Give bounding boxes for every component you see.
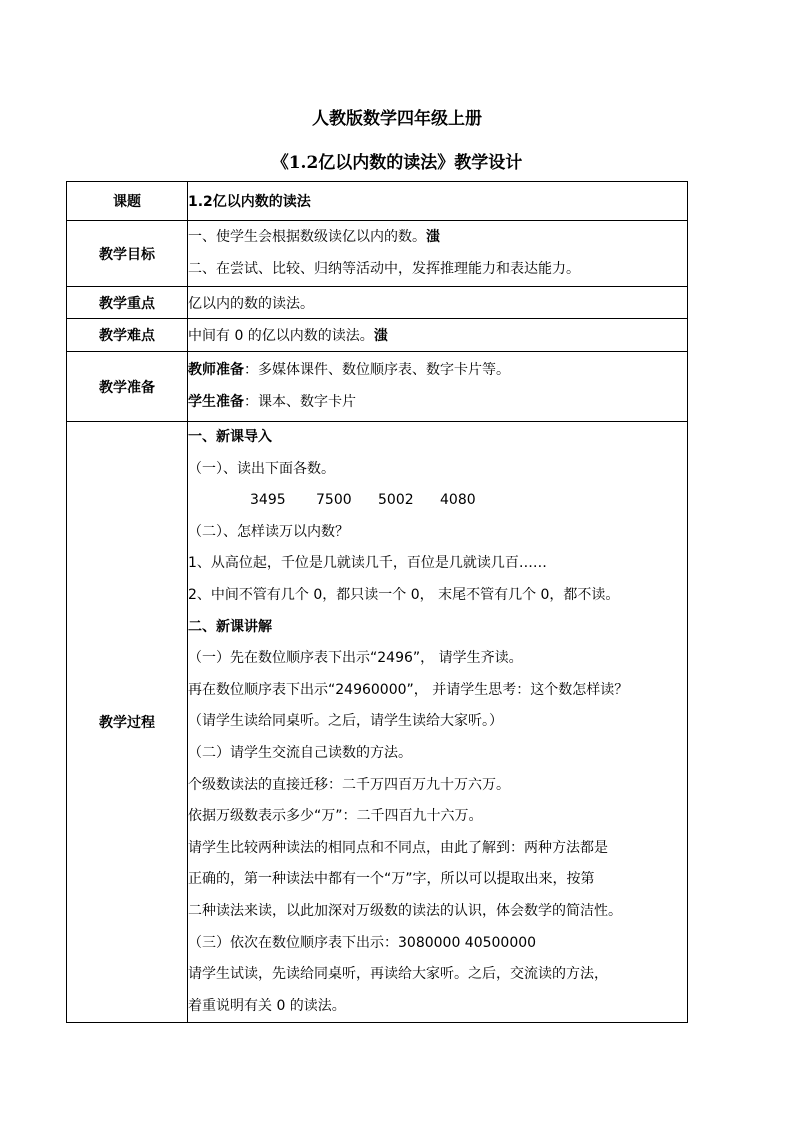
topic-label: 课题 xyxy=(67,182,188,221)
number-item: 5002 xyxy=(378,492,414,509)
section-1-b: （二）、怎样读万以内数？ xyxy=(188,523,349,540)
row-preparation xyxy=(67,352,688,422)
section-2-b2: 依据万级数表示多少“万”：二千四百九十六万。 xyxy=(188,808,483,825)
number-list xyxy=(188,485,687,517)
number-item: 3495 xyxy=(250,492,286,509)
section-1-b1: 1、从高位起，千位是几就读几千，百位是几就读几百…… xyxy=(188,555,547,572)
topic-cell xyxy=(188,182,688,221)
section-2-a2: （请学生读给同桌听。之后，请学生读给大家听。） xyxy=(188,713,503,730)
section-1-a: （一）、读出下面各数。 xyxy=(188,460,335,477)
process-cell xyxy=(188,422,688,1023)
section-2-b: （二）请学生交流自己读数的方法。 xyxy=(188,744,412,761)
difficulties-cell xyxy=(188,319,688,352)
section-2-b3: 请学生比较两种读法的相同点和不同点，由此了解到：两种方法都是 xyxy=(188,839,608,856)
preparation-cell xyxy=(188,352,688,422)
number-item: 4080 xyxy=(440,492,476,509)
key-points-value: 亿以内的数的读法。 xyxy=(188,287,688,319)
section-2-c2: 着重说明有关 0 的读法。 xyxy=(188,997,346,1014)
section-2-a1: 再在数位顺序表下出示“24960000”， 并请学生思考：这个数怎样读？ xyxy=(188,681,629,698)
lesson-plan-table xyxy=(66,181,688,1023)
goal-line-1 xyxy=(188,222,687,254)
section-2-a: （一）先在数位顺序表下出示“2496”， 请学生齐读。 xyxy=(188,650,523,667)
section-2-b5: 二种读法来读，以此加深对万级数的读法的认识，体会数学的简洁性。 xyxy=(188,902,622,919)
key-points-label: 教学重点 xyxy=(67,287,188,319)
row-topic xyxy=(67,182,688,221)
difficulties-mark: 滍 xyxy=(373,328,388,344)
goals-cell xyxy=(188,221,688,287)
difficulties-value: 中间有 0 的亿以内数的读法。 xyxy=(188,328,374,344)
section-2-c1: 请学生试读，先读给同桌听，再读给大家听。之后，交流读的方法， xyxy=(188,966,608,983)
row-key-points xyxy=(67,287,688,319)
student-prep xyxy=(188,387,687,419)
goal-line-2: 二、在尝试、比较、归纳等活动中，发挥推理能力和表达能力。 xyxy=(188,260,580,277)
section-2-c: （三）依次在数位顺序表下出示：3080000 40500000 xyxy=(188,934,537,951)
row-process xyxy=(67,422,688,1023)
topic-value: 1.2亿以内数的读法 xyxy=(188,194,311,210)
section-2-heading: 二、新课讲解 xyxy=(188,618,272,635)
goals-label: 教学目标 xyxy=(67,221,188,287)
teacher-prep xyxy=(188,355,687,387)
section-1-b2: 2、中间不管有几个 0，都只读一个 0， 末尾不管有几个 0，都不读。 xyxy=(188,586,620,603)
section-1-heading: 一、新课导入 xyxy=(188,429,272,445)
section-2-b1: 个级数读法的直接迁移：二千万四百万九十万六万。 xyxy=(188,776,510,793)
number-item: 7500 xyxy=(316,492,352,509)
teacher-prep-label: 教师准备 xyxy=(188,361,244,378)
goal-text-1: 一、使学生会根据数级读亿以内的数。 xyxy=(188,228,426,245)
difficulties-label: 教学难点 xyxy=(67,319,188,352)
row-goals xyxy=(67,221,688,287)
preparation-label: 教学准备 xyxy=(67,352,188,422)
process-label: 教学过程 xyxy=(67,422,188,1023)
row-difficulties xyxy=(67,319,688,352)
student-prep-value: ：课本、数字卡片 xyxy=(244,393,356,410)
document-subtitle: 《1.2亿以内数的读法》教学设计 xyxy=(271,153,523,173)
document-title: 人教版数学四年级上册 xyxy=(312,109,482,129)
goal-mark: 滍 xyxy=(426,228,440,245)
teacher-prep-value: ：多媒体课件、数位顺序表、数字卡片等。 xyxy=(244,361,510,378)
student-prep-label: 学生准备 xyxy=(188,393,244,410)
section-2-b4: 正确的，第一种读法中都有一个“万”字，所以可以提取出来，按第 xyxy=(188,871,595,888)
